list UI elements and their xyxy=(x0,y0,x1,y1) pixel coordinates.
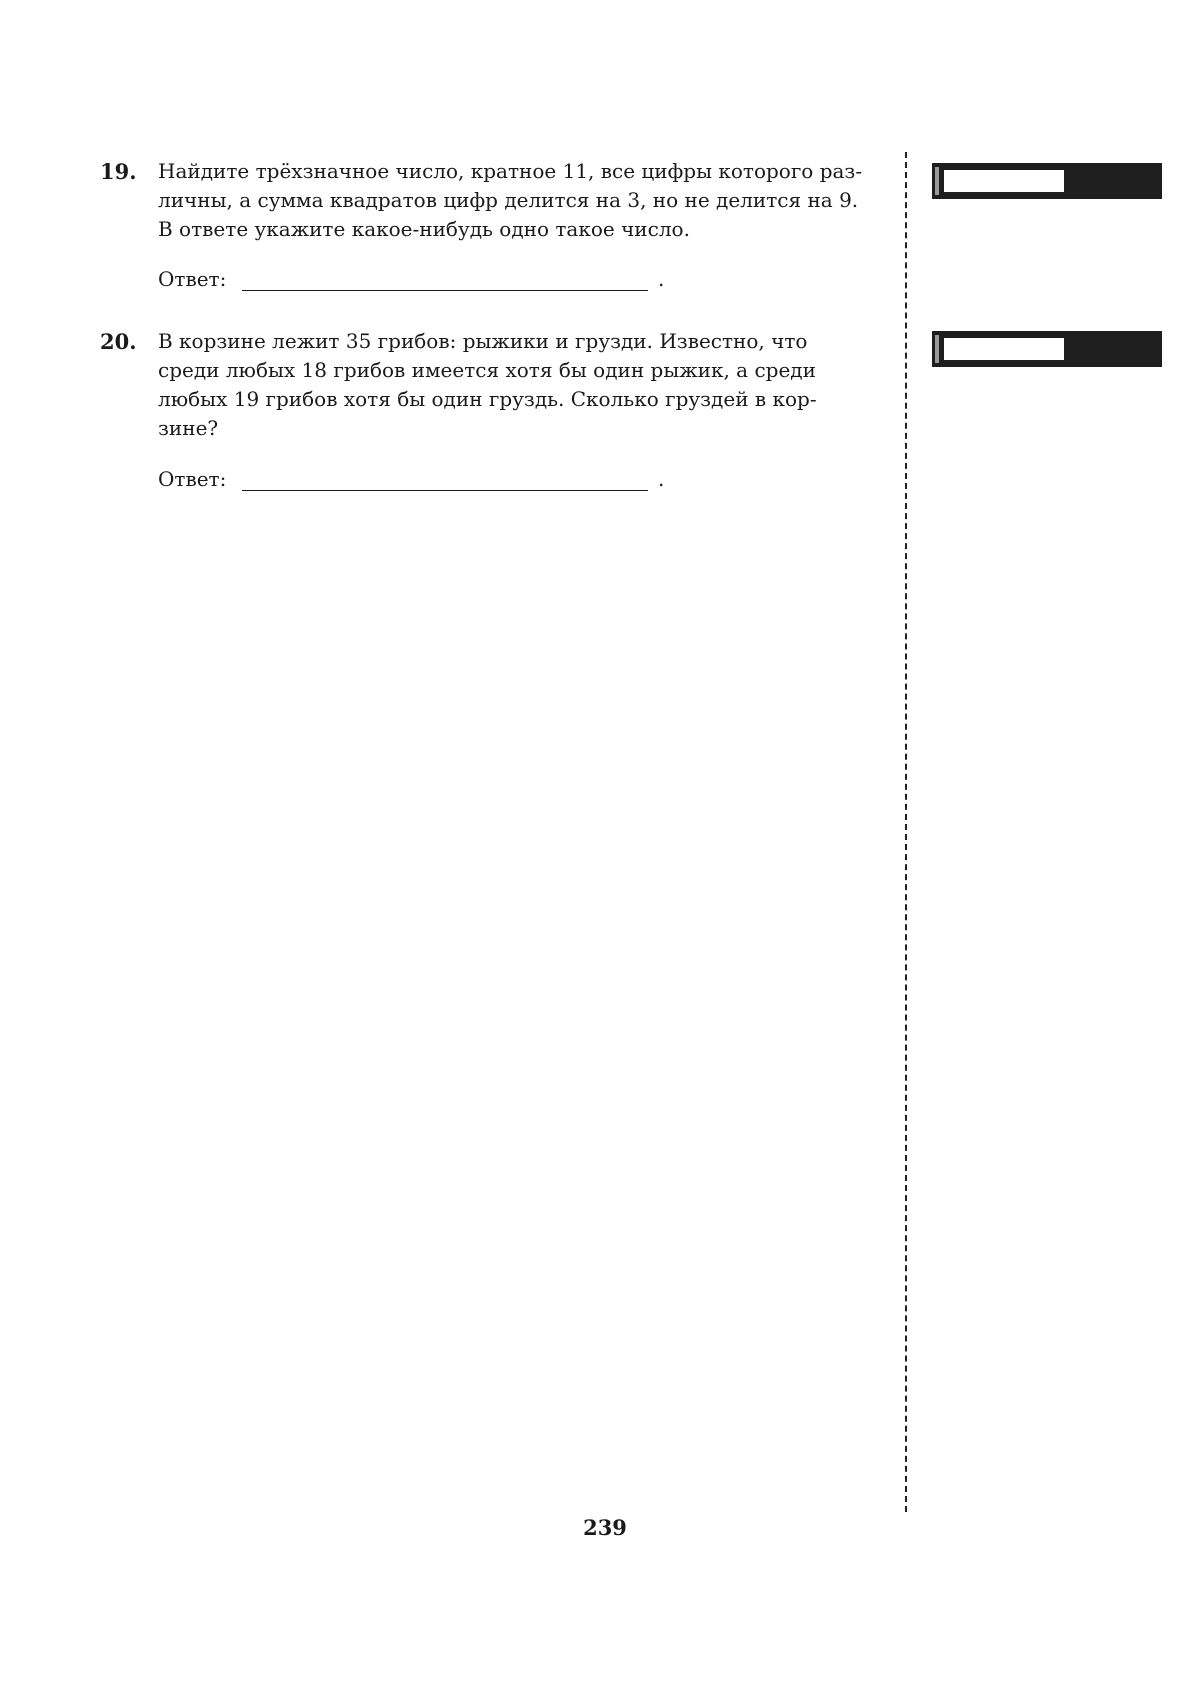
answer-end-mark: . xyxy=(658,267,665,291)
task-text-line: В корзине лежит 35 грибов: рыжики и грузди. Известно, что xyxy=(158,329,808,353)
answer-row xyxy=(158,267,664,291)
task-text-line: В ответе укажите какое-нибудь одно такое число. xyxy=(158,217,690,241)
task-text-line: зине? xyxy=(158,416,219,440)
task-text-line: любых 19 грибов хотя бы один груздь. Сколько груздей в кор- xyxy=(158,387,817,411)
answer-label: Ответ: xyxy=(158,267,227,291)
answer-field[interactable] xyxy=(242,268,648,291)
answer-box-cell[interactable] xyxy=(944,170,1064,192)
task-text-line: личны, а сумма квадратов цифр делится на 3, но не делится на 9. xyxy=(158,188,859,212)
task-number: 19. xyxy=(100,159,137,184)
task-text xyxy=(158,327,890,443)
page-number: 239 xyxy=(583,1515,627,1540)
answer-box-20 xyxy=(932,331,1162,367)
answer-field[interactable] xyxy=(242,468,648,491)
answer-box-19 xyxy=(932,163,1162,199)
answer-end-mark: . xyxy=(658,467,665,491)
task-number: 20. xyxy=(100,329,137,354)
task-text-line: среди любых 18 грибов имеется хотя бы один рыжик, а среди xyxy=(158,358,816,382)
task-text-line: Найдите трёхзначное число, кратное 11, все цифры которого раз- xyxy=(158,159,863,183)
cut-line xyxy=(905,152,907,1512)
box-tick xyxy=(935,167,939,195)
box-tick xyxy=(935,335,939,363)
answer-row xyxy=(158,467,664,491)
answer-box-cell[interactable] xyxy=(944,338,1064,360)
answer-label: Ответ: xyxy=(158,467,227,491)
task-text xyxy=(158,157,890,244)
